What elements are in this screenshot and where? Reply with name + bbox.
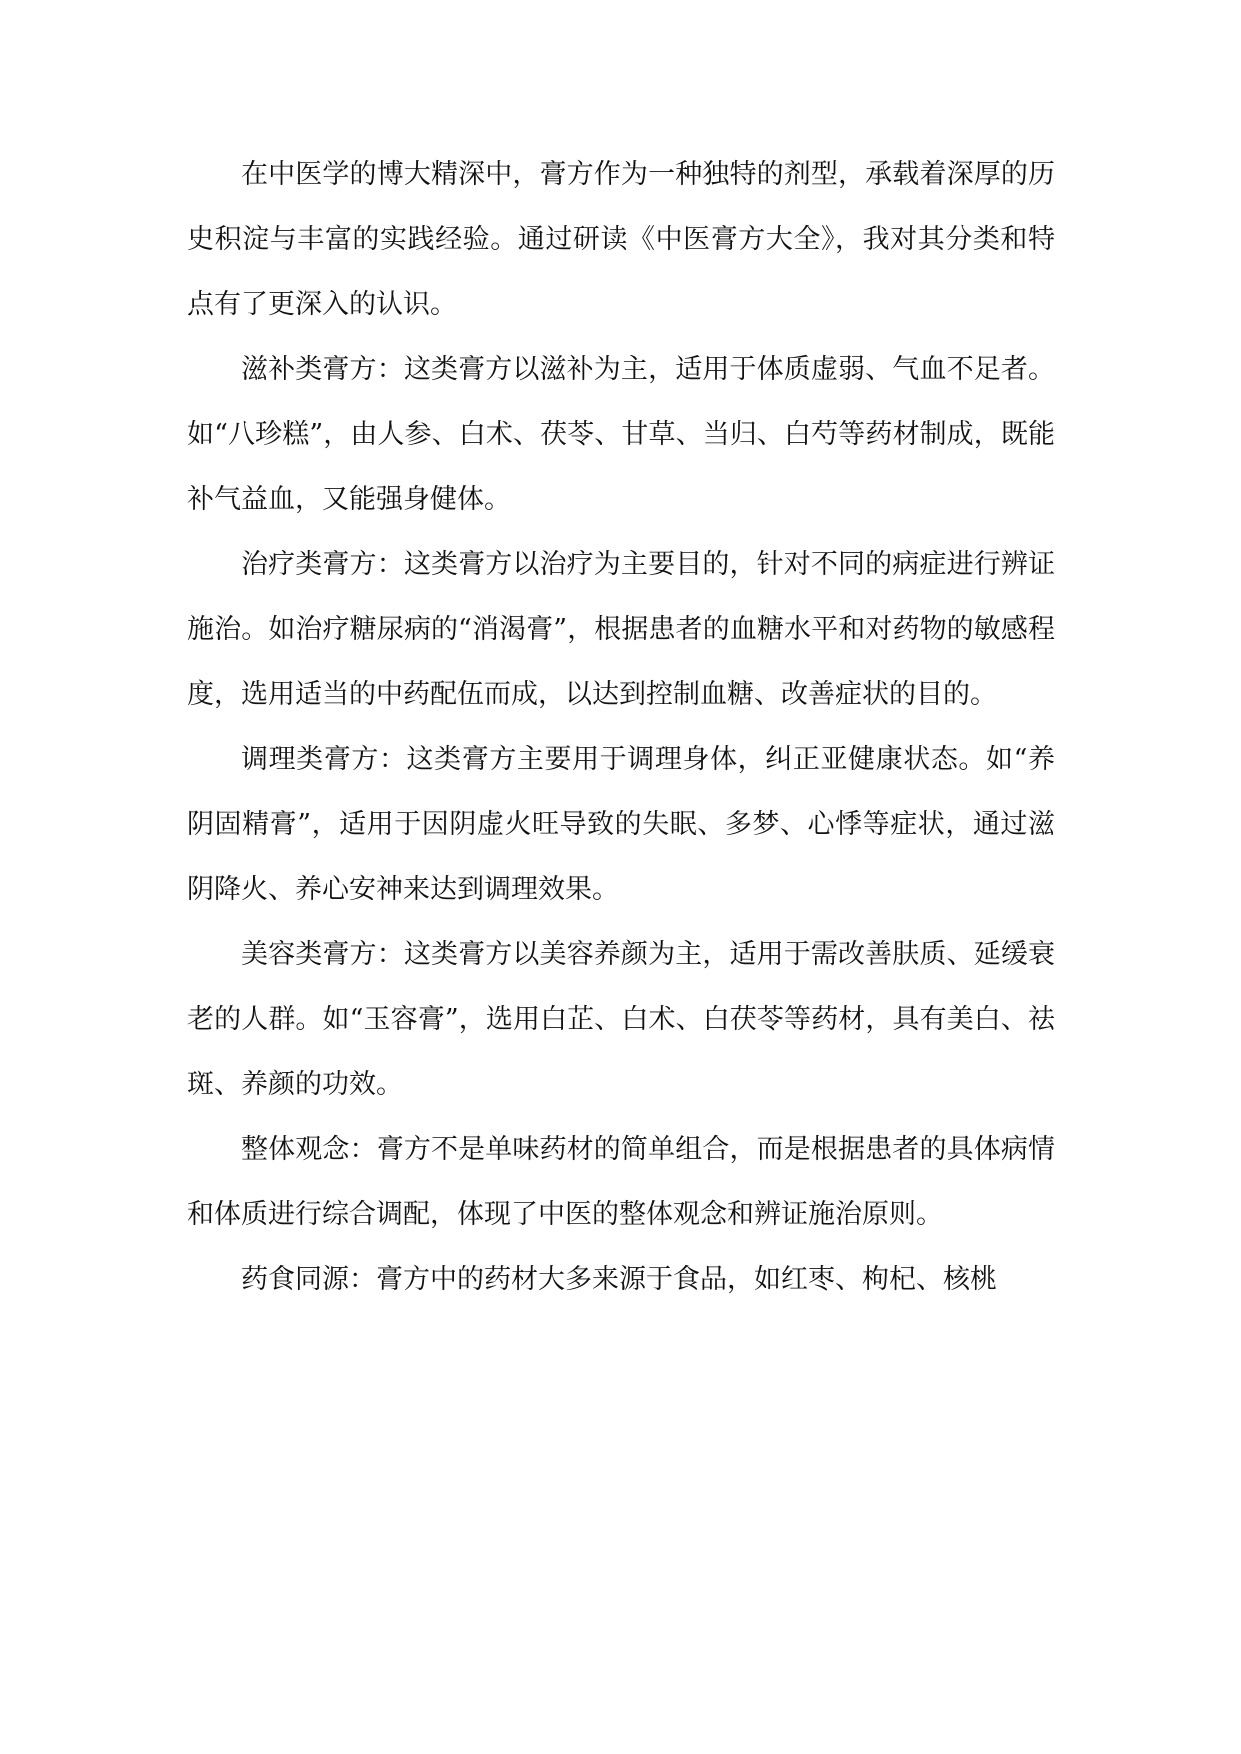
paragraph-beauty-formulas: 美容类膏方：这类膏方以美容养颜为主，适用于需改善肤质、延缓衰老的人群。如“玉容膏”，选用白芷、白术、白茯苓等药材，具有美白、祛斑、养颜的功效。 (187, 939, 1055, 1100)
paragraph-intro: 在中医学的博大精深中，膏方作为一种独特的剂型，承载着深厚的历史积淀与丰富的实践经验。通过研读《中医膏方大全》，我对其分类和特点有了更深入的认识。 (187, 159, 1055, 320)
paragraph-holistic-concept: 整体观念：膏方不是单味药材的简单组合，而是根据患者的具体病情和体质进行综合调配，体现了中医的整体观念和辨证施治原则。 (187, 1134, 1055, 1230)
document-body (187, 142, 1055, 1312)
paragraph-therapeutic-formulas: 治疗类膏方：这类膏方以治疗为主要目的，针对不同的病症进行辨证施治。如治疗糖尿病的“消渴膏”，根据患者的血糖水平和对药物的敏感程度，选用适当的中药配伍而成，以达到控制血糖、改善症状的目的。 (187, 549, 1055, 710)
paragraph-food-medicine-origin: 药食同源：膏方中的药材大多来源于食品，如红枣、枸杞、核桃 (241, 1264, 997, 1295)
paragraph-tonic-formulas: 滋补类膏方：这类膏方以滋补为主，适用于体质虚弱、气血不足者。如“八珍糕”，由人参、白术、茯苓、甘草、当归、白芍等药材制成，既能补气益血，又能强身健体。 (187, 354, 1055, 515)
paragraph-regulating-formulas: 调理类膏方：这类膏方主要用于调理身体，纠正亚健康状态。如“养阴固精膏”，适用于因阴虚火旺导致的失眠、多梦、心悸等症状，通过滋阴降火、养心安神来达到调理效果。 (187, 744, 1055, 905)
